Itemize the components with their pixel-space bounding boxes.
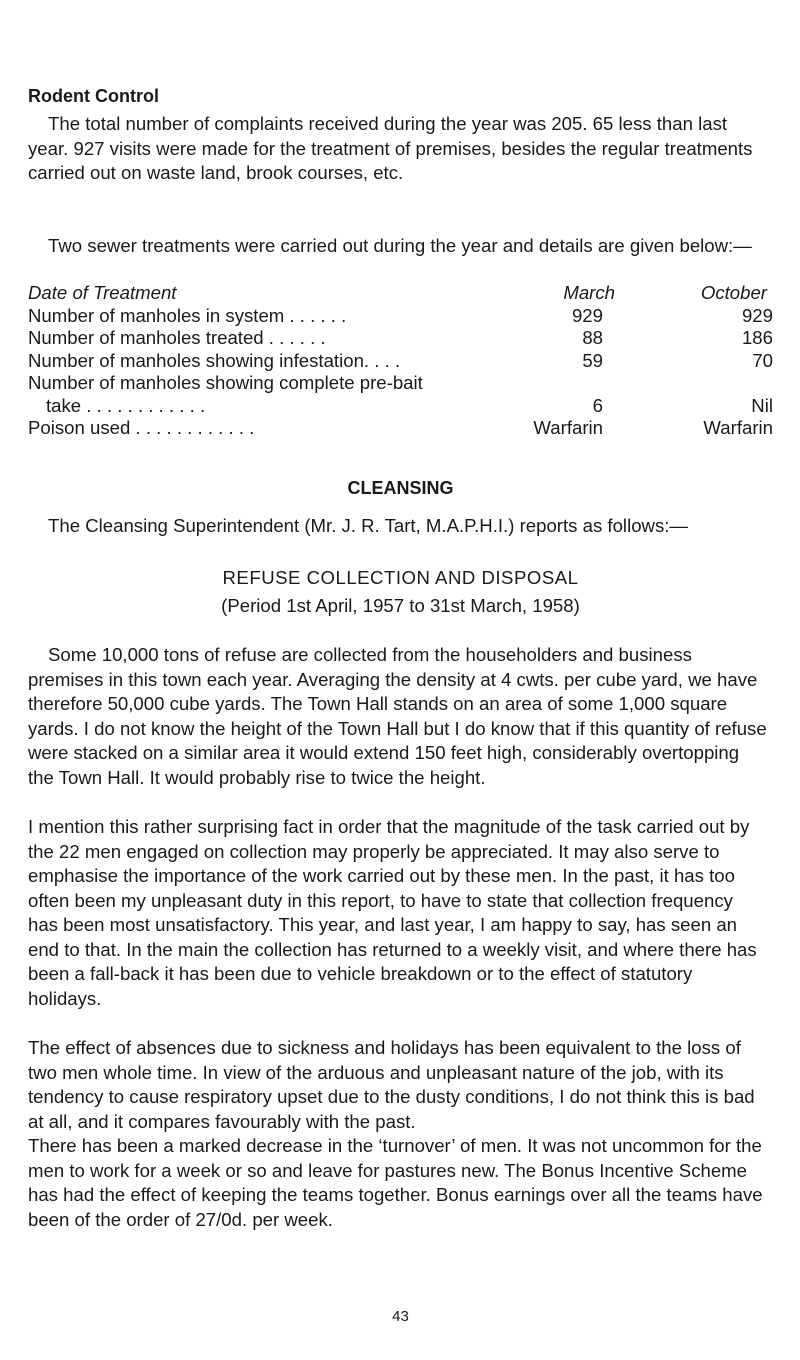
row-october-value: Nil: [751, 394, 773, 416]
cleansing-intro: The Cleansing Superintendent (Mr. J. R. Tart, M.A.P.H.I.) reports as follows:—: [48, 515, 689, 536]
cleansing-para-1: Some 10,000 tons of refuse are collected from the householders and business premises in this town each year. Averaging the density at 4 cwts. per cube yard, we have therefore 50,000 cube yards. The Town Hall stands on an area of some 1,000 square yards. I do not know the height of the Town Hall but I do know that if this quantity of refuse were stacked on a similar area it would extend 150 feet high, considerably overtopping the Town Hall. It would probably rise to twice the height.: [28, 644, 767, 788]
row-label: Number of manholes showing infestation. . . .: [28, 349, 401, 371]
header-october: October: [700, 282, 767, 303]
row-october-value: Warfarin: [703, 417, 773, 438]
row-march-value: Warfarin: [533, 417, 603, 438]
table-row: [28, 350, 773, 373]
row-march-value: 59: [582, 349, 603, 371]
row-label: Number of manholes in system . . . . . .: [28, 304, 347, 326]
table-row: [28, 417, 773, 440]
table-row: [28, 372, 773, 395]
rodent-control-heading: Rodent Control: [28, 86, 159, 106]
cleansing-para-4: There has been a marked decrease in the ‘turnover’ of men. It was not uncommon for the men to work for a week or so and leave for pastures new. The Bonus Incentive Scheme has had the effect of keeping the teams together. Bonus earnings over all the teams have been of the order of 27/0d. per week.: [28, 1135, 763, 1230]
treatment-table-header: [28, 282, 773, 305]
row-march-value: 6: [592, 394, 603, 416]
cleansing-heading: CLEANSING: [347, 478, 454, 498]
cleansing-para-3: The effect of absences due to sickness and holidays has been equivalent to the loss of two men whole time. In view of the arduous and unpleasant nature of the job, with its tendency to cause respiratory upset due to the dusty conditions, I do not think this is bad at all, and it compares favourably with the past.: [28, 1037, 755, 1132]
rodent-para-2: Two sewer treatments were carried out during the year and details are given below:—: [48, 235, 752, 256]
row-label: Number of manholes showing complete pre-bait: [28, 372, 423, 393]
row-october-value: 70: [752, 349, 773, 371]
row-october-value: 186: [741, 327, 773, 348]
row-label: Number of manholes treated . . . . . .: [28, 327, 326, 348]
refuse-collection-heading: REFUSE COLLECTION AND DISPOSAL: [222, 567, 579, 588]
header-date-of-treatment: Date of Treatment: [28, 282, 177, 303]
treatment-table: [28, 282, 773, 440]
rodent-para-1: The total number of complaints received during the year was 205. 65 less than last year. 927 visits were made for the treatment of premises, besides the regular treatments carried out on waste land, brook courses, etc.: [28, 113, 753, 183]
row-october-value: 929: [741, 304, 773, 326]
table-row: [28, 327, 773, 350]
row-label: take . . . . . . . . . . . .: [46, 394, 206, 416]
row-march-value: 88: [582, 327, 603, 348]
row-label: Poison used . . . . . . . . . . . .: [28, 417, 255, 438]
header-march: March: [563, 282, 615, 303]
row-march-value: 929: [571, 304, 603, 326]
cleansing-para-2: I mention this rather surprising fact in order that the magnitude of the task carried out by the 22 men engaged on collection may properly be appreciated. It may also serve to emphasise the importance of the work carried out by these men. In the past, it has too often been my unpleasant duty in this report, to have to state that collection frequency has been most unsatisfactory. This year, and last year, I am happy to say, has seen an end to that. In the main the collection has returned to a weekly visit, and where there has been a fall-back it has been due to vehicle breakdown or to the effect of statutory holidays.: [28, 816, 757, 1009]
table-row: [28, 395, 773, 418]
page-number: 43: [392, 1308, 409, 1325]
period-subtitle: (Period 1st April, 1957 to 31st March, 1958): [221, 595, 580, 616]
table-row: [28, 305, 773, 328]
